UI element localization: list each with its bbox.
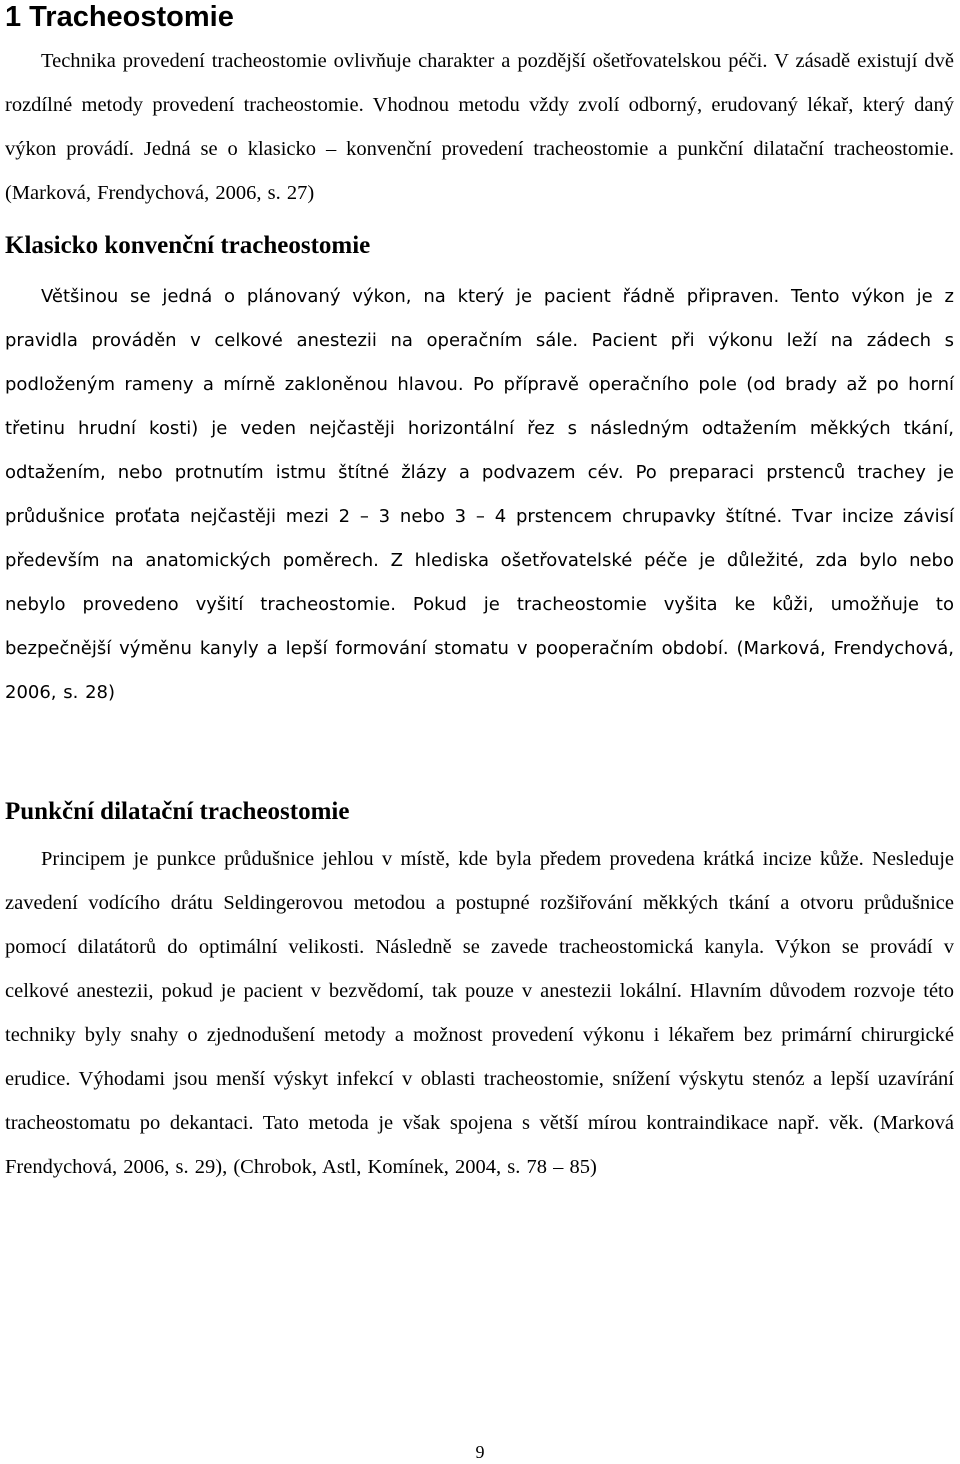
page-number: 9: [475, 1442, 485, 1462]
section-paragraph-punkcni: Principem je punkce průdušnice jehlou v místě, kde byla předem provedena krátká incize kůže. Nesleduje zavedení vodícího drátu Seldingerovou metodou a postupné rozšiřování měkkých tkání a otvoru průdušnice pomocí dilatátorů do optimální velikosti. Následně se zavede tracheostomická kanyla. Výkon se provádí v celkové anestezii, pokud je pacient v bezvědomí, tak pouze v anestezii lokální. Hlavním důvodem rozvoje této techniky byly snahy o zjednodušení metody a možnost provedení výkonu i lékařem bez primární chirurgické erudice. Výhodami jsou menší výskyt infekcí v oblasti tracheostomie, snížení výskytu stenóz a lepší uzavírání tracheostomatu po dekantaci. Tato metoda je však spojena s větší mírou kontraindikace např. věk. (Marková Frendychová, 2006, s. 29), (Chrobok, Astl, Komínek, 2004, s. 78 – 85): [5, 848, 954, 1178]
section-title-punkcni: Punkční dilatační tracheostomie: [5, 798, 350, 825]
chapter-title: 1 Tracheostomie: [5, 1, 234, 33]
section-title-klasicko: Klasicko konvenční tracheostomie: [5, 232, 371, 259]
chapter-intro-paragraph: Technika provedení tracheostomie ovlivňuje charakter a pozdější ošetřovatelskou péči. V zásadě existují dvě rozdílné metody provedení tracheostomie. Vhodnou metodu vždy zvolí odborný, erudovaný lékař, který daný výkon provádí. Jedná se o klasicko – konvenční provedení tracheostomie a punkční dilatační tracheostomie. (Marková, Frendychová, 2006, s. 27): [5, 50, 954, 204]
section-paragraph-klasicko: Většinou se jedná o plánovaný výkon, na který je pacient řádně připraven. Tento výkon je z pravidla prováděn v celkové anestezii na operačním sále. Pacient při výkonu leží na zádech s podloženým rameny a mírně zakloněnou hlavou. Po přípravě operačního pole (od brady až po horní třetinu hrudní kosti) je veden nejčastěji horizontální řez s následným odtažením měkkých tkání, odtažením, nebo protnutím istmu štítné žlázy a podvazem cév. Po preparaci prstenců trachey je průdušnice proťata nejčastěji mezi 2 – 3 nebo 3 – 4 prstencem chrupavky štítné. Tvar incize závisí především na anatomických poměrech. Z hlediska ošetřovatelské péče je důležité, zda bylo nebo nebylo provedeno vyšití tracheostomie. Pokud je tracheostomie vyšita ke kůži, umožňuje to bezpečnější výměnu kanyly a lepší formování stomatu v pooperačním období. (Marková, Frendychová, 2006, s. 28): [5, 286, 954, 703]
